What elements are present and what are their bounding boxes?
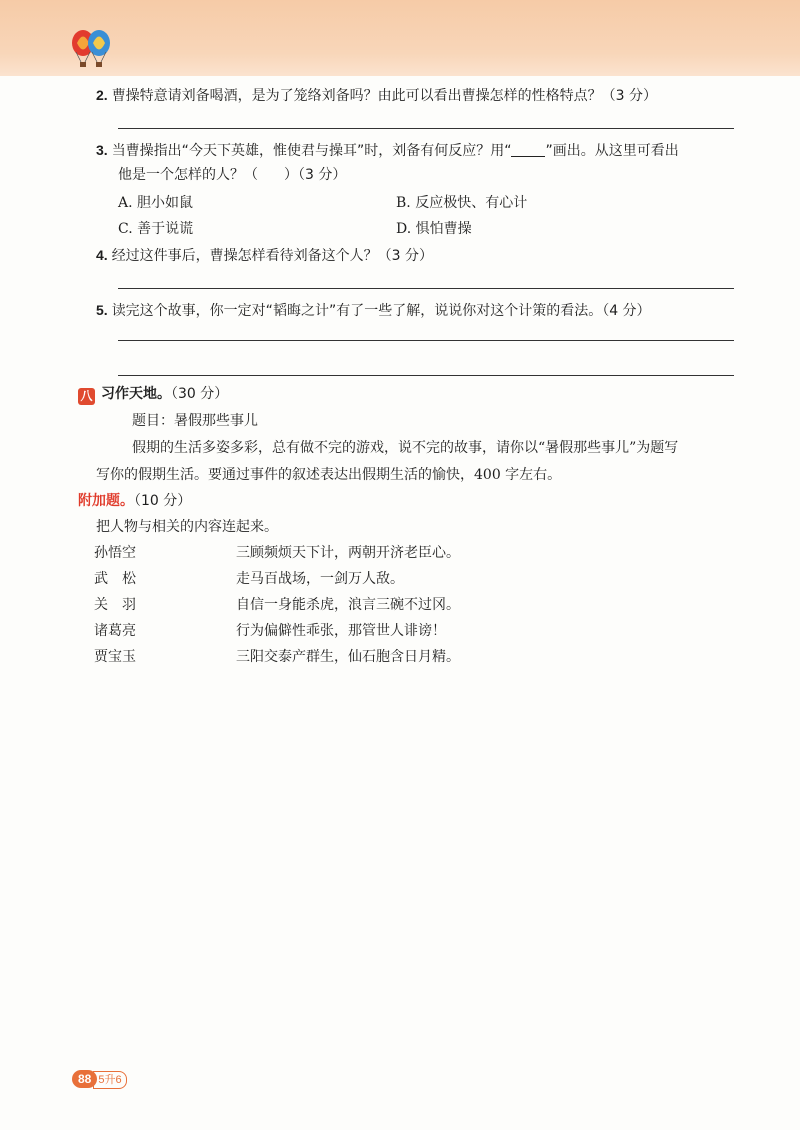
page-number: 88	[72, 1070, 97, 1088]
match-verse[interactable]: 走马百战场，一剑万人敌。	[236, 571, 404, 587]
answer-line[interactable]	[118, 128, 734, 129]
bonus-score: （10 分）	[134, 493, 192, 509]
question-number: 2.	[96, 87, 108, 103]
page-footer	[72, 1068, 127, 1086]
bonus-heading: 附加题。	[78, 493, 134, 509]
option-c[interactable]: C. 善于说谎	[118, 221, 194, 237]
match-name[interactable]: 贾宝玉	[94, 649, 136, 665]
section-8-title	[78, 383, 228, 405]
bonus-title	[78, 490, 191, 510]
match-name[interactable]: 关 羽	[94, 597, 136, 613]
match-verse[interactable]: 自信一身能杀虎，浪言三碗不过冈。	[236, 597, 460, 613]
question-5	[96, 300, 651, 321]
question-text: 经过这件事后，曹操怎样看待刘备这个人？（3 分）	[111, 248, 434, 264]
answer-line[interactable]	[118, 340, 734, 341]
answer-line[interactable]	[118, 375, 734, 376]
question-text: 曹操特意请刘备喝酒，是为了笼络刘备吗？由此可以看出曹操怎样的性格特点？（3 分）	[111, 88, 658, 104]
essay-instruction-line1: 假期的生活多姿多彩，总有做不完的游戏，说不完的故事，请你以“暑假那些事儿”为题写	[132, 440, 679, 456]
question-number: 4.	[96, 247, 108, 263]
grade-label: 5升6	[93, 1071, 126, 1089]
question-2	[96, 85, 657, 106]
question-4	[96, 245, 433, 266]
match-name[interactable]: 武 松	[94, 571, 136, 587]
question-text: ）（3 分）	[284, 167, 347, 183]
option-d[interactable]: D. 惧怕曹操	[396, 221, 472, 237]
question-text: ”画出。从这里可看出	[545, 143, 679, 159]
section-number-icon: 八	[78, 388, 95, 405]
question-number: 5.	[96, 302, 108, 318]
match-name[interactable]: 诸葛亮	[94, 623, 136, 639]
match-verse[interactable]: 行为偏僻性乖张，那管世人诽谤！	[236, 623, 446, 639]
question-3	[96, 140, 679, 161]
bonus-instruction: 把人物与相关的内容连起来。	[96, 519, 278, 535]
match-verse[interactable]: 三顾频烦天下计，两朝开济老臣心。	[236, 545, 460, 561]
essay-instruction-line2: 写你的假期生活。要通过事件的叙述表达出假期生活的愉快，400 字左右。	[96, 467, 562, 483]
section-score: （30 分）	[171, 386, 229, 402]
question-number: 3.	[96, 142, 108, 158]
question-3-line2	[118, 165, 346, 185]
answer-line[interactable]	[118, 288, 734, 289]
question-text: 当曹操指出“今天下英雄，惟使君与操耳”时，刘备有何反应？用“	[111, 143, 512, 159]
header-band	[0, 0, 800, 76]
hot-air-balloon-icon	[70, 28, 112, 74]
question-text: 读完这个故事，你一定对“韬晦之计”有了一些了解，说说你对这个计策的看法。（4 分）	[111, 303, 651, 319]
question-text: 他是一个怎样的人？（	[118, 167, 258, 183]
underline-blank	[511, 142, 545, 157]
option-b[interactable]: B. 反应极快、有心计	[396, 195, 528, 211]
option-a[interactable]: A. 胆小如鼠	[118, 195, 194, 211]
section-heading: 习作天地。	[101, 386, 171, 402]
match-verse[interactable]: 三阳交泰产群生，仙石胞含日月精。	[236, 649, 460, 665]
essay-topic: 题目：暑假那些事儿	[132, 413, 258, 429]
match-name[interactable]: 孙悟空	[94, 545, 136, 561]
